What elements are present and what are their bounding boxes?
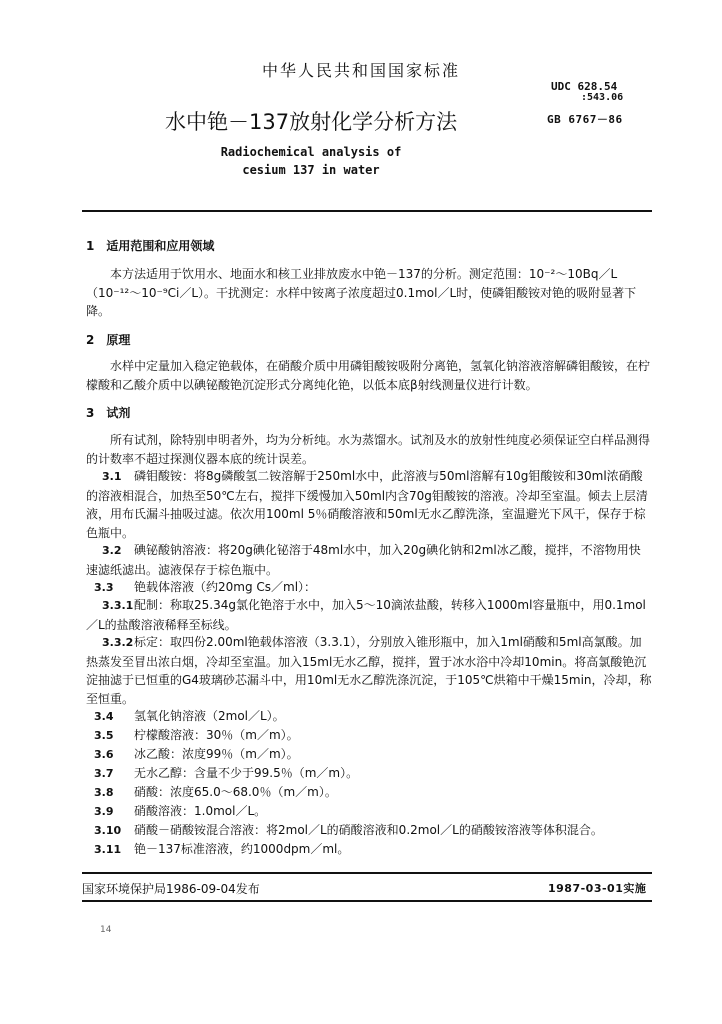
item-text: 配制：称取25.34g氯化铯溶于水中，加入5～10滴浓盐酸，转移入1000ml容量瓶中，用0.1mol／L的盐酸溶液稀释至标线。 [86,598,646,632]
item-number: 3.9 [94,805,114,818]
item-text: 标定：取四份2.00ml铯载体溶液（3.3.1），分别放入锥形瓶中，加入1ml硝酸和5ml高氯酸。加热蒸发至冒出浓白烟，冷却至室温。加入15ml无水乙醇，搅拌，置于冰水浴中冷却10min。将高氯酸铯沉淀抽滤于已恒重的G4玻璃砂芯漏斗中，用10ml无水乙醇洗涤沉淀，于105℃烘箱中干燥15min，冷却，称至恒重。 [86,635,652,706]
standard-org-title: 中华人民共和国国家标准 [261,61,460,80]
item-3-1 [86,467,652,542]
item-3-11 [86,840,660,859]
item-number: 3.4 [94,710,114,723]
item-3-10 [86,821,660,840]
footer-divider [82,872,652,874]
item-number: 3.2 [102,544,122,557]
section-1-heading: 1 适用范围和应用领域 [86,239,215,253]
item-number: 3.3.2 [102,636,134,649]
gb-standard-number: GB 6767－86 [547,113,623,126]
item-3-7 [86,764,660,783]
item-3-6 [86,745,660,764]
item-number: 3.8 [94,786,114,799]
item-number: 3.6 [94,748,114,761]
item-3-9 [86,802,660,821]
item-text: 碘铋酸钠溶液：将20g碘化铋溶于48ml水中，加入20g碘化钠和2ml冰乙酸，搅拌，不溶物用快速滤纸滤出。滤液保存于棕色瓶中。 [86,543,641,577]
section-3-body: 所有试剂，除特别申明者外，均为分析纯。水为蒸馏水。试剂及水的放射性纯度必须保证空白样品测得的计数率不超过探测仪器本底的统计误差。 [86,433,651,466]
item-3-2 [86,541,652,579]
item-number: 3.11 [94,843,122,856]
english-title-line2: cesium 137 in water [242,163,380,177]
section-1-body: 本方法适用于饮用水、地面水和核工业排放废水中铯－137的分析。测定范围：10⁻²～10Bq／L（10⁻¹²～10⁻⁹Ci／L）。干扰测定：水样中铵离子浓度超过0.1mol／L时，使磷钼酸铵对铯的吸附显著下降。 [86,267,637,318]
item-number: 3.10 [94,824,122,837]
effective-date: 1987-03-01实施 [548,882,647,895]
udc-code-line2: :543.06 [581,92,624,103]
footer-bottom-rule [82,900,652,902]
item-3-3-1 [86,596,652,634]
item-text: 铯－137标准溶液，约1000dpm／ml。 [134,842,350,856]
item-text: 冰乙酸：浓度99％（m／m）。 [134,747,299,761]
item-text: 无水乙醇：含量不少于99.5％（m／m）。 [134,766,359,780]
udc-code-line1: UDC 628.54 [551,80,618,93]
section-2-heading: 2 原理 [86,333,131,347]
page-number: 14 [100,925,112,935]
section-2-body: 水样中定量加入稳定铯载体，在硝酸介质中用磷钼酸铵吸附分离铯，氢氧化钠溶液溶解磷钼酸铵，在柠檬酸和乙酸介质中以碘铋酸铯沉淀形式分离纯化铯，以低本底β射线测量仪进行计数。 [86,359,651,392]
item-number: 3.3 [94,581,114,594]
item-text: 柠檬酸溶液：30％（m／m）。 [134,728,299,742]
section-3-heading: 3 试剂 [86,406,131,420]
item-3-5 [86,726,660,745]
item-number: 3.3.1 [102,599,134,612]
item-3-3 [86,578,660,597]
item-text: 硝酸溶液：1.0mol／L。 [134,804,267,818]
item-3-4 [86,707,660,726]
issue-date: 国家环境保护局1986-09-04发布 [82,882,260,896]
document-title: 水中铯－137放射化学分析方法 [165,110,458,134]
item-3-8 [86,783,660,802]
item-text: 硝酸－硝酸铵混合溶液：将2mol／L的硝酸溶液和0.2mol／L的硝酸铵溶液等体积混合。 [134,823,603,837]
item-number: 3.5 [94,729,114,742]
item-text: 铯载体溶液（约20mg Cs／ml）： [134,580,317,594]
item-number: 3.1 [102,470,122,483]
item-number: 3.7 [94,767,114,780]
item-text: 氢氧化钠溶液（2mol／L）。 [134,709,285,723]
item-text: 磷钼酸铵：将8g磷酸氢二铵溶解于250ml水中，此溶液与50ml溶解有10g钼酸铵和30ml浓硝酸的溶液相混合，加热至50℃左右，搅拌下缓慢加入50ml内含70g钼酸铵的溶液。冷却至室温。倾去上层清液，用布氏漏斗抽吸过滤。依次用100ml 5％硝酸溶液和50ml无水乙醇洗涤，室温避光下风干，保存于棕色瓶中。 [86,469,648,540]
item-3-3-2 [86,633,652,708]
item-text: 硝酸：浓度65.0～68.0％（m／m）。 [134,785,337,799]
header-divider [82,210,652,212]
english-title-line1: Radiochemical analysis of [220,145,402,159]
